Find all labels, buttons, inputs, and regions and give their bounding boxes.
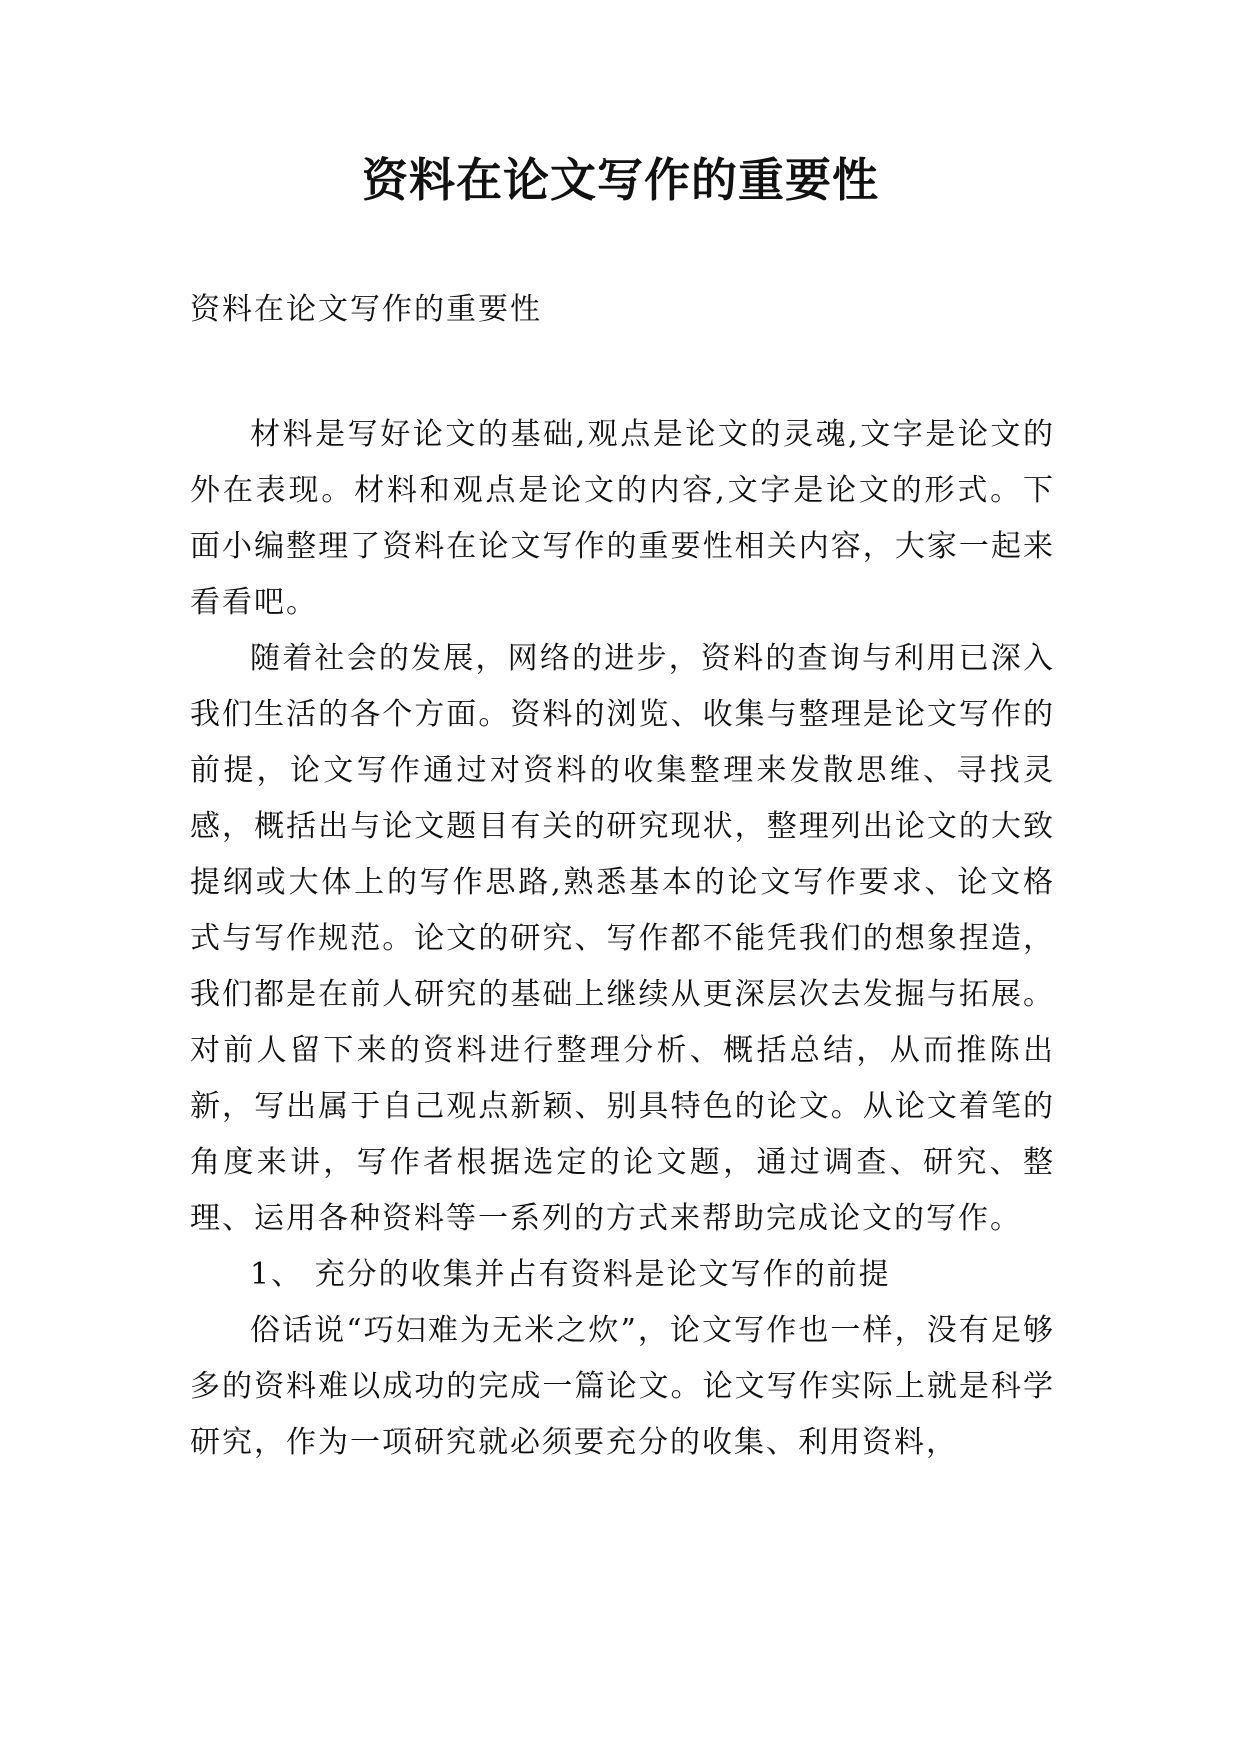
body-paragraph: 随着社会的发展，网络的进步，资料的查询与利用已深入我们生活的各个方面。资料的浏览、收集与整理是论文写作的前提，论文写作通过对资料的收集整理来发散思维、寻找灵感，概括出与论文题目有关的研究现状，整理列出论文的大致提纲或大体上的写作思路,熟悉基本的论文写作要求、论文格式与写作规范。论文的研究、写作都不能凭我们的想象捏造，我们都是在前人研究的基础上继续从更深层次去发掘与拓展。对前人留下来的资料进行整理分析、概括总结，从而推陈出新，写出属于自己观点新颖、别具特色的论文。从论文着笔的角度来讲，写作者根据选定的论文题，通过调查、研究、整理、运用各种资料等一系列的方式来帮助完成论文的写作。 bbox=[190, 641, 1055, 1236]
document-title: 资料在论文写作的重要性 bbox=[362, 153, 879, 207]
body-paragraph: 俗话说“巧妇难为无米之炊”，论文写作也一样，没有足够多的资料难以成功的完成一篇论文。论文写作实际上就是科学研究，作为一项研究就必须要充分的收集、利用资料， bbox=[190, 1313, 1055, 1460]
section-heading: 1、 充分的收集并占有资料是论文写作的前提 bbox=[250, 1257, 891, 1292]
document-subtitle: 资料在论文写作的重要性 bbox=[190, 292, 542, 327]
document-body bbox=[190, 407, 1055, 1471]
body-paragraph: 材料是写好论文的基础,观点是论文的灵魂,文字是论文的外在表现。材料和观点是论文的内容,文字是论文的形式。下面小编整理了资料在论文写作的重要性相关内容，大家一起来看看吧。 bbox=[190, 417, 1055, 620]
